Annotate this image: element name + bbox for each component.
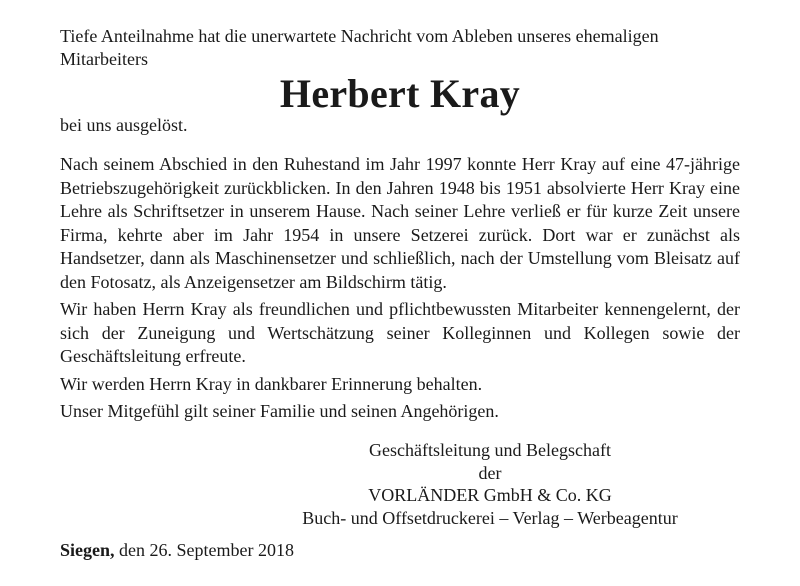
intro-text: Tiefe Anteilnahme hat die unerwartete Nachricht vom Ableben unseres ehemaligen Mitarbeiters — [60, 26, 659, 69]
signature-line-der: der — [478, 462, 502, 483]
dateline — [60, 539, 294, 562]
paragraph-condolence: Unser Mitgefühl gilt seiner Familie und seinen Angehörigen. — [60, 401, 499, 421]
obituary-notice — [60, 20, 740, 580]
deceased-name: Herbert Kray — [279, 71, 521, 116]
signature-business: Buch- und Offsetdruckerei – Verlag – Werbeagentur — [302, 507, 678, 528]
paragraph-career: Nach seinem Abschied in den Ruhestand im Jahr 1997 konnte Herr Kray auf eine 47-jährige Betriebszugehörigkeit zurückblicken. In den Jahren 1948 bis 1951 absolvierte Herr Kray eine Lehre als Schriftsetzer in unserem Hause. Nach seiner Lehre verließ er für kurze Zeit unsere Firma, kehrte aber im Jahr 1954 in unsere Setzerei zurück. Dort war er zunächst als Handsetzer, dann als Maschinensetzer und schließlich, nach der Umstellung vom Bleisatz auf den Fotosatz, als Anzeigensetzer am Bildschirm tätig. — [60, 154, 740, 292]
dateline-city: Siegen, — [60, 540, 115, 560]
signature-block — [290, 439, 690, 529]
paragraph-remembrance: Wir werden Herrn Kray in dankbarer Erinnerung behalten. — [60, 373, 483, 394]
signature-company: VORLÄNDER GmbH & Co. KG — [368, 485, 612, 505]
signature-line-staff: Geschäftsleitung und Belegschaft — [369, 440, 611, 460]
dateline-date: den 26. September 2018 — [114, 540, 294, 560]
paragraph-colleague: Wir haben Herrn Kray als freundlichen und pflichtbewussten Mitarbeiter kennengelernt, der sich der Zuneigung und Wertschätzung seiner Kolleginnen und Kollegen sowie der Geschäftsleitung erfreute. — [60, 299, 740, 366]
intro-ending: bei uns ausgelöst. — [60, 115, 188, 135]
notice-body — [60, 153, 740, 428]
